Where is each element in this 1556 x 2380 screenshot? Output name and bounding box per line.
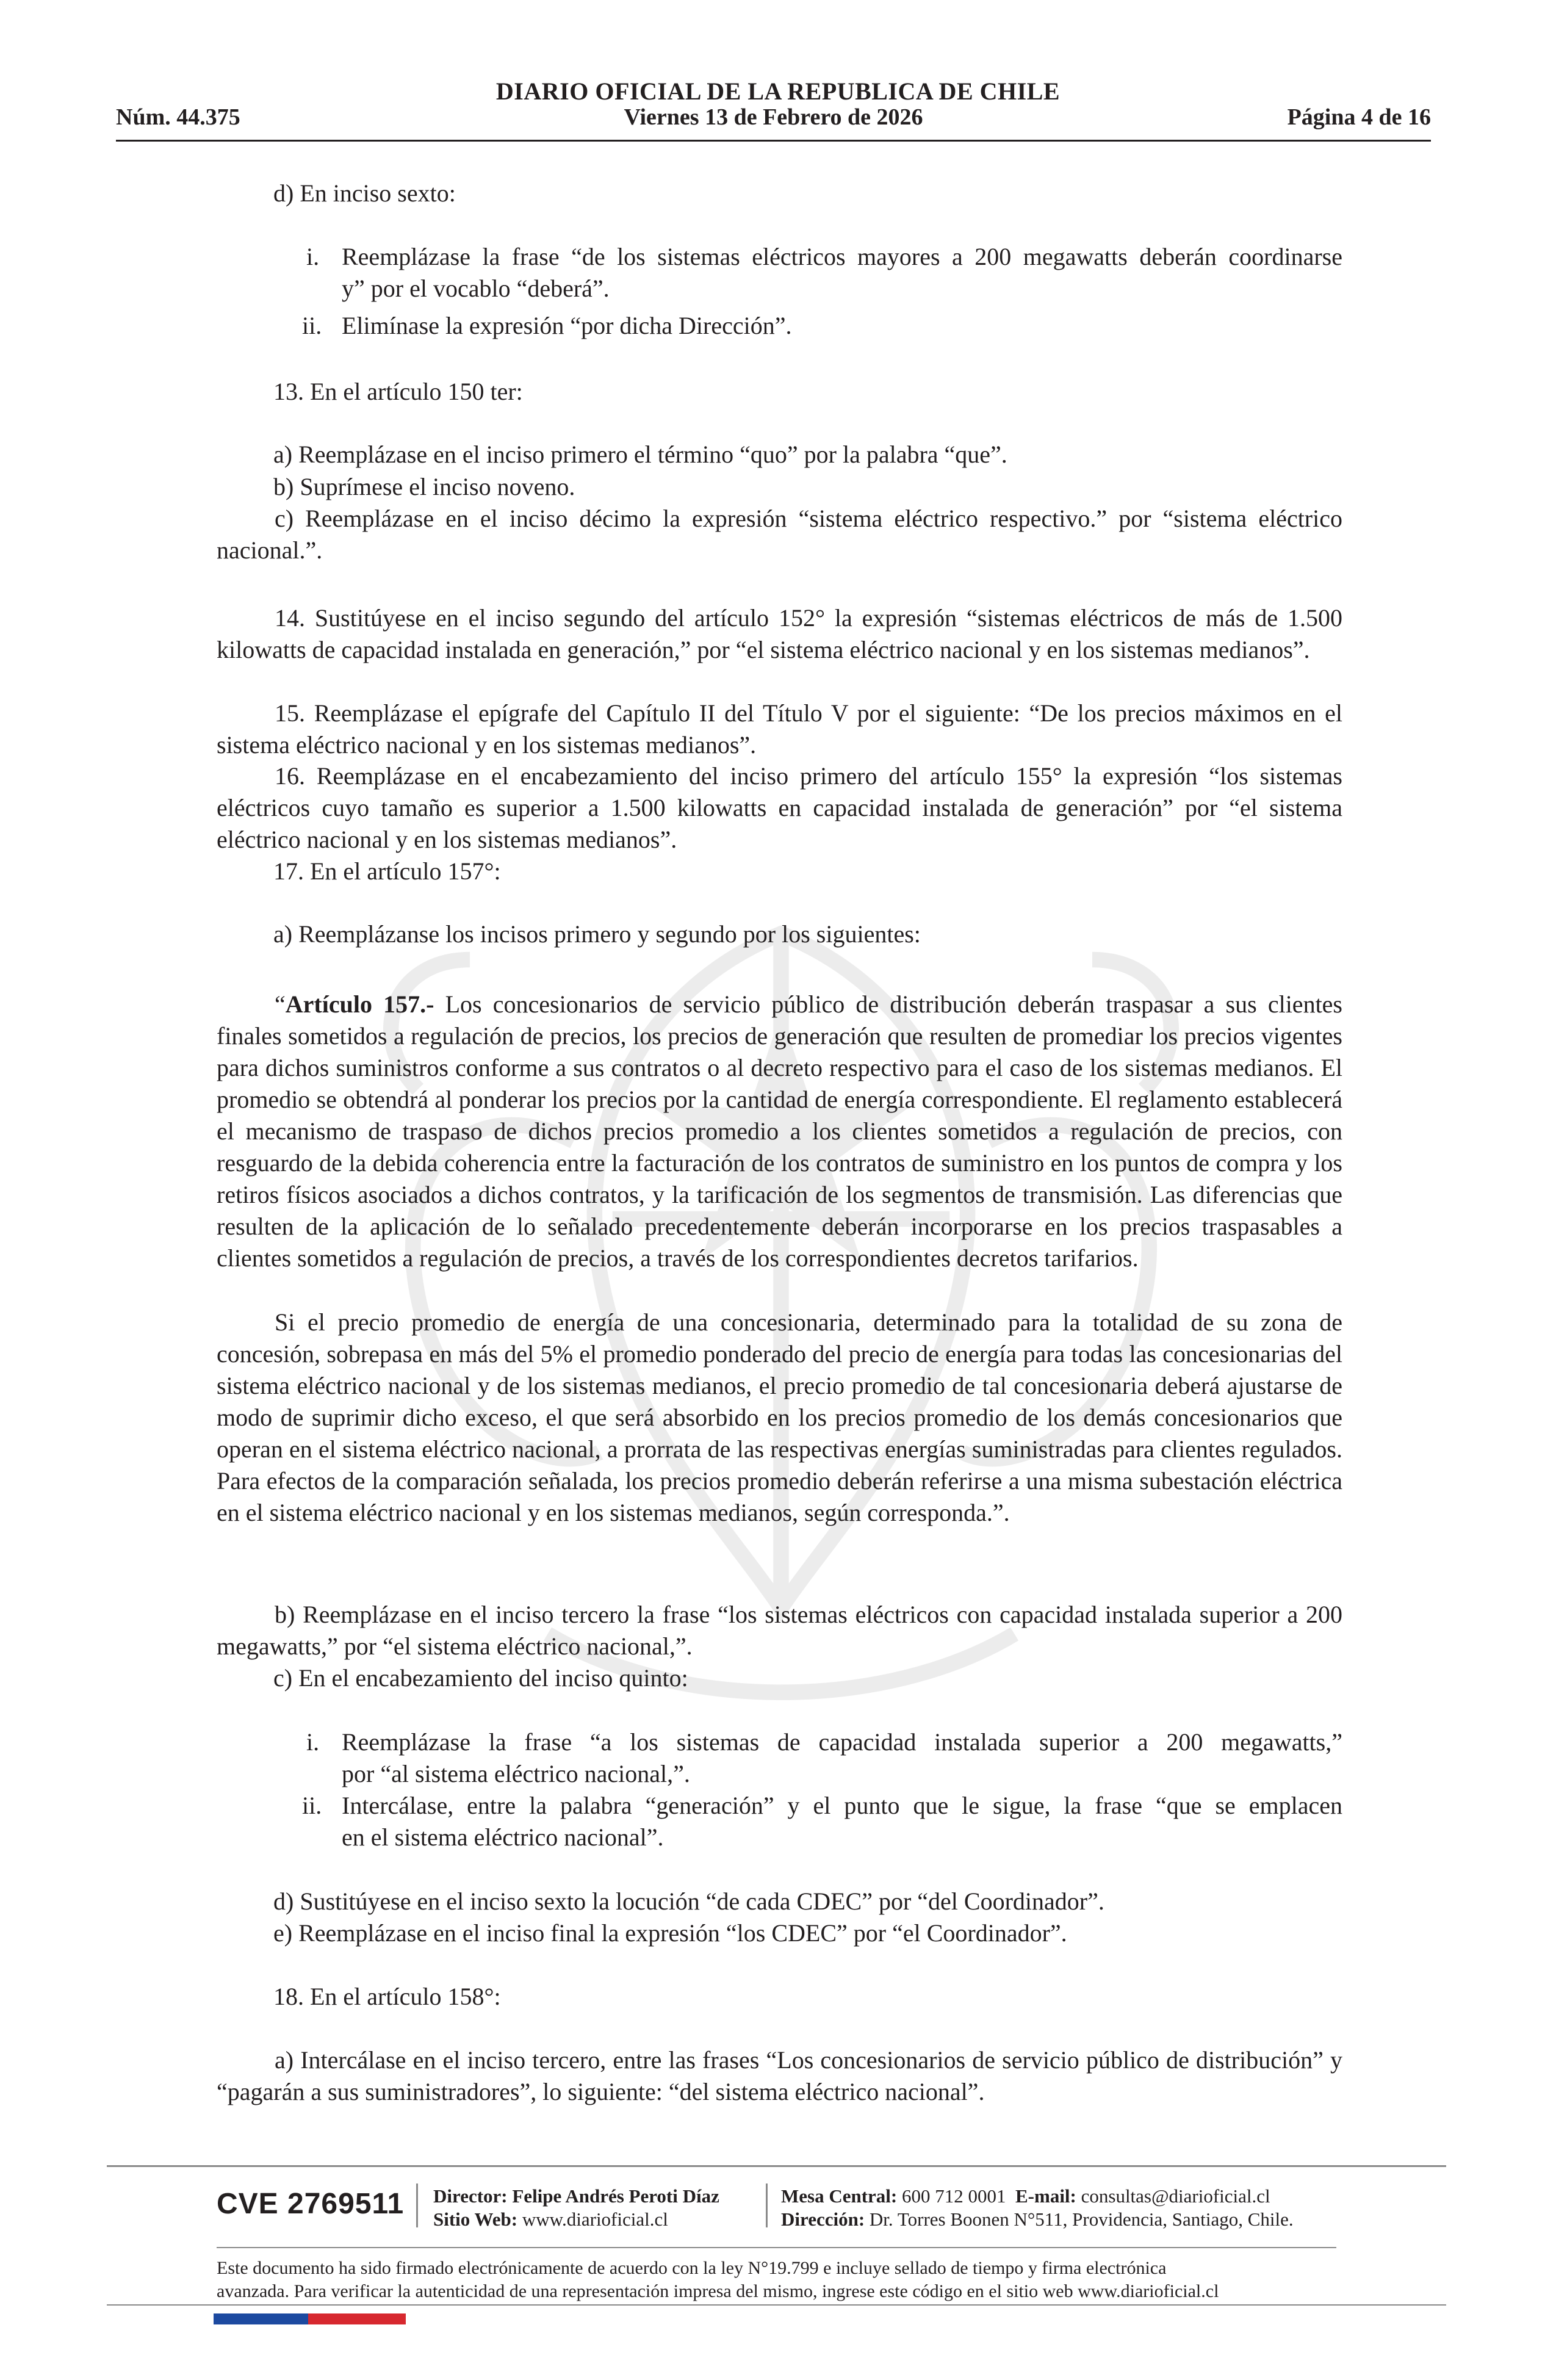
website-link[interactable]: www.diarioficial.cl xyxy=(522,2209,668,2230)
item-13-b: b) Suprímese el inciso noveno. xyxy=(273,473,575,500)
list-item-text: Intercálase, entre la palabra “generación” y el punto que le sigue, la frase “que se emplacen xyxy=(342,1792,1342,1819)
roman-numeral: ii. xyxy=(302,312,322,339)
page-indicator: Página 4 de 16 xyxy=(1287,104,1431,130)
list-item-text: por “al sistema eléctrico nacional,”. xyxy=(342,1760,690,1787)
article-157-paragraph-2: Si el precio promedio de energía de una concesionaria, determinado para la totalidad de su zona de concesión, sobrepasa en más del 5% el promedio ponderado del precio de energía para todas las concesionarias del sistema eléctrico nacional y de los sistemas medianos, el precio promedio de tal concesionaria deberá ajustarse de modo de suprimir dicho exceso, el que será absorbido en los precios promedio de los demás concesionarios que operan en el sistema eléctrico nacional, a prorrata de las respectivas energías suministradas para clientes regulados. Para efectos de la comparación señalada, los precios promedio deberán referirse a una misma subestación eléctrica en el sistema eléctrico nacional y en los sistemas medianos, según corresponda.”. xyxy=(217,1308,1342,1526)
footer-divider xyxy=(107,2165,1446,2167)
item-14: 14. Sustitúyese en el inciso segundo del artículo 152° la expresión “sistemas eléctricos de más de 1.500 kilowatts de capacidad instalada en generación,” por “el sistema eléctrico nacional y en los sistemas medianos”. xyxy=(217,604,1342,663)
item-17-e: e) Reemplázase en el inciso final la expresión “los CDEC” por “el Coordinador”. xyxy=(273,1919,1067,1947)
issue-date: Viernes 13 de Febrero de 2026 xyxy=(624,104,923,130)
item-13-c: c) Reemplázase en el inciso décimo la expresión “sistema eléctrico respectivo.” por “sistema eléctrico nacional.”. xyxy=(217,505,1342,564)
footer-divider xyxy=(217,2247,1336,2248)
header-row xyxy=(116,104,1431,135)
article-157-heading: Artículo 157.- xyxy=(285,990,434,1018)
gazette-title: DIARIO OFICIAL DE LA REPUBLICA DE CHILE xyxy=(495,78,1061,105)
item-17-heading: 17. En el artículo 157°: xyxy=(273,857,501,885)
signature-note: Este documento ha sido firmado electrónicamente de acuerdo con la ley N°19.799 e incluye sellado de tiempo y firma electrónica avanzada. Para verificar la autenticidad de una representación impresa del mismo, ingrese este código en el sitio web www.diarioficial.cl xyxy=(217,2258,1219,2301)
flag-stripe-blue xyxy=(214,2313,308,2324)
list-item-text: Elimínase la expresión “por dicha Dirección”. xyxy=(342,312,792,339)
flag-stripe-red xyxy=(308,2313,406,2324)
roman-numeral: i. xyxy=(306,243,320,270)
item-17-d: d) Sustitúyese en el inciso sexto la locución “de cada CDEC” por “del Coordinador”. xyxy=(273,1888,1104,1915)
item-16: 16. Reemplázase en el encabezamiento del inciso primero del artículo 155° la expresión “los sistemas eléctricos cuyo tamaño es superior a 1.500 kilowatts en capacidad instalada de generación” por “el sistema eléctrico nacional y en los sistemas medianos”. xyxy=(217,762,1342,853)
header-divider xyxy=(116,140,1431,142)
item-17-a: a) Reemplázanse los incisos primero y segundo por los siguientes: xyxy=(273,920,921,948)
issue-number: Núm. 44.375 xyxy=(116,104,240,130)
item-13-a: a) Reemplázase en el inciso primero el término “quo” por la palabra “que”. xyxy=(273,441,1007,468)
item-13-heading: 13. En el artículo 150 ter: xyxy=(273,378,523,405)
item-18-a: a) Intercálase en el inciso tercero, entre las frases “Los concesionarios de servicio público de distribución” y “pagarán a sus suministradores”, lo siguiente: “del sistema eléctrico nacional”. xyxy=(217,2046,1342,2105)
item-18-heading: 18. En el artículo 158°: xyxy=(273,1983,501,2010)
footer-separator xyxy=(766,2183,768,2227)
footer-contact-block: Mesa Central: 600 712 0001 E-mail: consultas@diarioficial.cl Dirección: Dr. Torres Boonen N°511, Providencia, Santiago, Chile. xyxy=(781,2185,1294,2230)
list-item-text: Reemplázase la frase “a los sistemas de capacidad instalada superior a 200 megawatts,” xyxy=(342,1728,1342,1756)
roman-numeral: ii. xyxy=(302,1792,322,1819)
paragraph-d-sexto: d) En inciso sexto: xyxy=(273,179,456,207)
footer-divider xyxy=(107,2304,1446,2306)
footer-separator xyxy=(416,2183,418,2227)
item-15: 15. Reemplázase el epígrafe del Capítulo II del Título V por el siguiente: “De los precios máximos en el sistema eléctrico nacional y en los sistemas medianos”. xyxy=(217,699,1342,759)
item-17-c: c) En el encabezamiento del inciso quinto: xyxy=(273,1664,688,1692)
footer-director-block: Director: Felipe Andrés Peroti Díaz Sitio Web: www.diarioficial.cl xyxy=(433,2185,719,2230)
list-item-text: en el sistema eléctrico nacional”. xyxy=(342,1823,664,1851)
cve-code: CVE 2769511 xyxy=(217,2188,405,2220)
list-item-text: Reemplázase la frase “de los sistemas eléctricos mayores a 200 megawatts deberán coordinarse xyxy=(342,243,1342,270)
item-17-b: b) Reemplázase en el inciso tercero la frase “los sistemas eléctricos con capacidad instalada superior a 200 megawatts,” por “el sistema eléctrico nacional,”. xyxy=(217,1601,1342,1660)
article-157-paragraph-1: “Artículo 157.- Los concesionarios de servicio público de distribución deberán traspasar a sus clientes finales sometidos a regulación de precios, los precios de generación que resulten de promediar los precios vigentes para dichos suministros conforme a sus contratos o al decreto respectivo para el caso de los sistemas medianos. El promedio se obtendrá al ponderar los precios por la cantidad de energía correspondiente. El reglamento establecerá el mecanismo de traspaso de dichos precios promedio a los clientes sometidos a regulación de precios, con resguardo de la debida coherencia entre la facturación de los contratos de suministro en los puntos de compra y los retiros físicos asociados a dichos contratos, y la tarificación de los segmentos de transmisión. Las diferencias que resulten de la aplicación de lo señalado precedentemente deberán incorporarse en los precios traspasables a clientes sometidos a regulación de precios, a través de los correspondientes decretos tarifarios. xyxy=(217,990,1342,1272)
roman-numeral: i. xyxy=(306,1728,320,1756)
email-link[interactable]: consultas@diarioficial.cl xyxy=(1081,2185,1270,2207)
list-item-text: y” por el vocablo “deberá”. xyxy=(342,275,610,302)
